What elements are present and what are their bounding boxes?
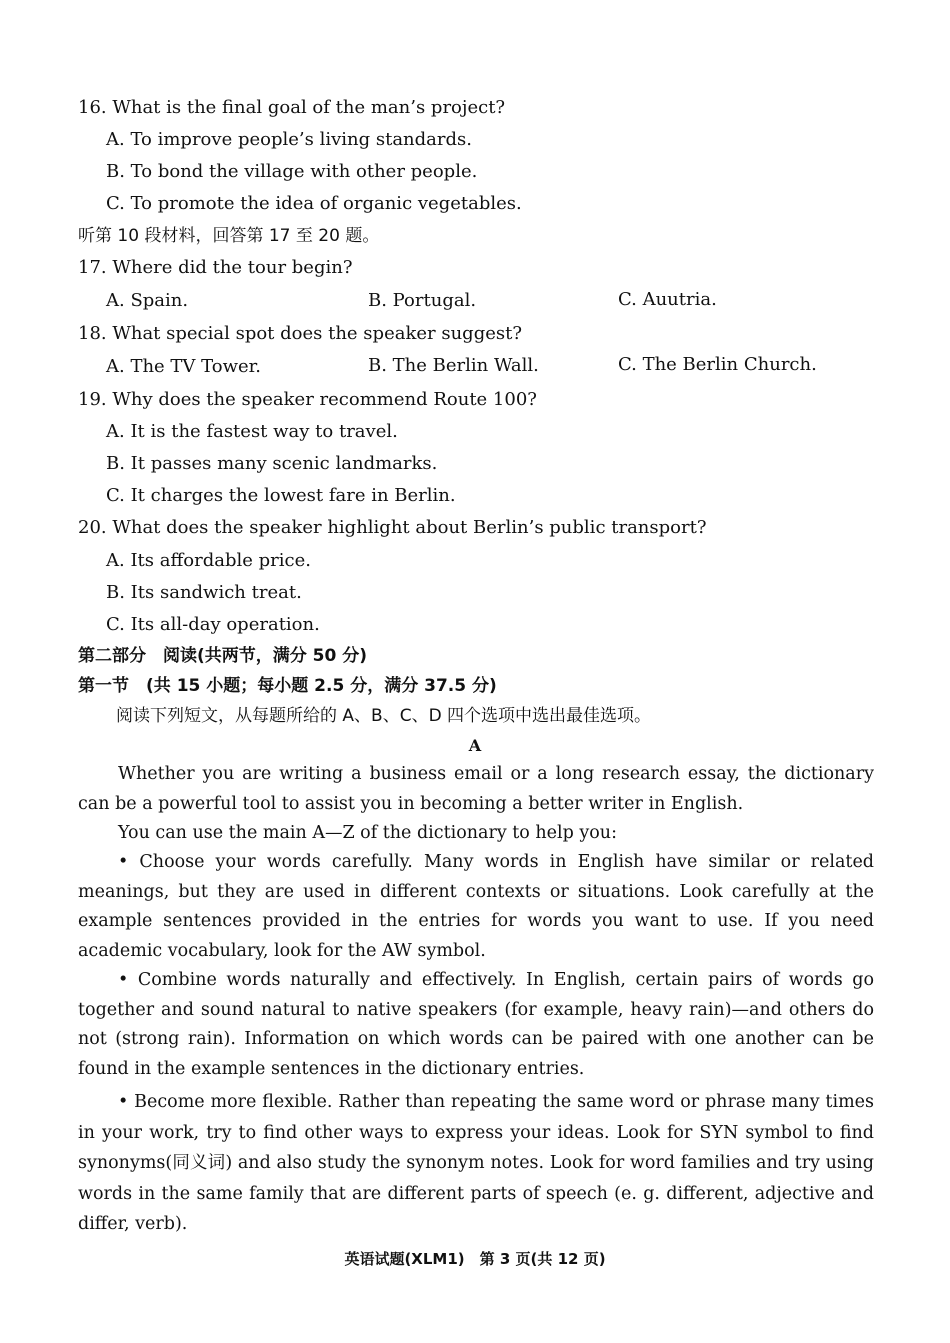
question-20-option-a: A. Its affordable price. xyxy=(106,550,311,571)
passage-bullet-combine-words xyxy=(78,966,874,1084)
page-footer: 英语试题(XLM1) 第 3 页(共 12 页) xyxy=(344,1250,606,1268)
question-20-option-c: C. Its all-day operation. xyxy=(106,614,320,635)
question-18-stem: 18. What special spot does the speaker suggest? xyxy=(78,323,522,344)
passage-bullet-flexible xyxy=(78,1087,874,1240)
question-16-stem: 16. What is the final goal of the man’s project? xyxy=(78,97,506,118)
question-19-option-b: B. It passes many scenic landmarks. xyxy=(106,453,438,474)
subsection-one-title: 第一节 (共 15 小题；每小题 2.5 分，满分 37.5 分) xyxy=(78,676,497,696)
passage-bullet-choose-words xyxy=(78,848,874,966)
question-17-option-a: A. Spain. xyxy=(106,290,189,311)
question-16-option-a: A. To improve people’s living standards. xyxy=(106,129,472,150)
passage-paragraph-2 xyxy=(78,819,874,849)
question-16-option-c: C. To promote the idea of organic vegetables. xyxy=(106,193,522,214)
passage-label: A xyxy=(468,736,482,755)
part-two-title: 第二部分 阅读(共两节，满分 50 分) xyxy=(78,646,368,666)
passage-bullet-choose-words-text: • Choose your words carefully. Many words in English have similar or related meanings, but they are used in different contexts or situations. Look carefully at the example sentences provided in the entries for words you want to use. If you need academic vocabulary, look for the AW symbol. xyxy=(78,852,874,961)
question-20-stem: 20. What does the speaker highlight about Berlin’s public transport? xyxy=(78,517,707,538)
passage-paragraph-1 xyxy=(78,760,874,819)
passage-paragraph-2-text: You can use the main A—Z of the dictionary to help you: xyxy=(118,823,617,843)
passage-paragraph-1-text: Whether you are writing a business email or a long research essay, the dictionary can be a powerful tool to assist you in becoming a better writer in English. xyxy=(78,764,874,814)
question-18-option-c: C. The Berlin Church. xyxy=(618,354,817,375)
question-17-option-c: C. Auutria. xyxy=(618,289,717,310)
question-16-option-b: B. To bond the village with other people. xyxy=(106,161,478,182)
question-17-option-b: B. Portugal. xyxy=(368,290,477,311)
question-19-option-c: C. It charges the lowest fare in Berlin. xyxy=(106,485,456,506)
passage-bullet-combine-words-text: • Combine words naturally and effectively. In English, certain pairs of words go together and sound natural to native speakers (for example, heavy rain)—and others do not (strong rain). Information on which words can be paired with one another can be found in the example sentences in the dictionary entries. xyxy=(78,970,874,1079)
passage-bullet-flexible-text: • Become more flexible. Rather than repeating the same word or phrase many times in your work, try to find other ways to express your ideas. Look for SYN symbol to find synonyms(同义词) and also study the synonym notes. Look for word families and try using words in the same family that are different parts of speech (e. g. different, adjective and differ, verb). xyxy=(78,1092,874,1234)
material-instruction: 听第 10 段材料，回答第 17 至 20 题。 xyxy=(78,226,380,246)
question-18-option-b: B. The Berlin Wall. xyxy=(368,355,539,376)
question-19-option-a: A. It is the fastest way to travel. xyxy=(106,421,398,442)
question-18-option-a: A. The TV Tower. xyxy=(106,356,261,377)
question-19-stem: 19. Why does the speaker recommend Route 100? xyxy=(78,389,537,410)
reading-instruction: 阅读下列短文，从每题所给的 A、B、C、D 四个选项中选出最佳选项。 xyxy=(116,706,652,726)
question-20-option-b: B. Its sandwich treat. xyxy=(106,582,302,603)
question-17-stem: 17. Where did the tour begin? xyxy=(78,257,353,278)
